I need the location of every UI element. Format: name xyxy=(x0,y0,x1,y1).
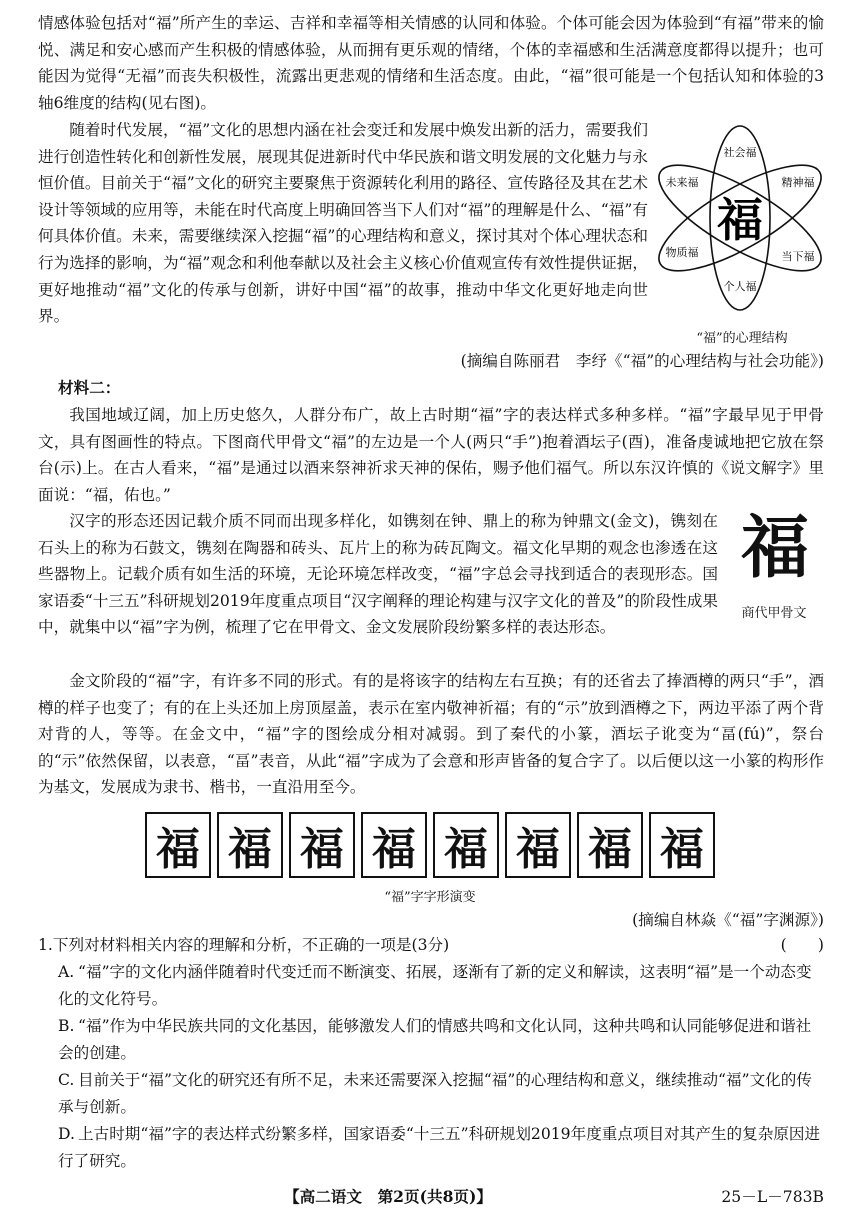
option-b-text: “福”作为中华民族共同的文化基因，能够激发人们的情感共鸣和文化认同，这种共鸣和认同能够促进和谐社会的创建。 xyxy=(58,1017,812,1062)
material-two-label: 材料二： xyxy=(58,378,121,397)
option-c-text: 目前关于“福”文化的研究还有所不足，未来还需要深入挖掘“福”的心理结构和意义，继续推动“福”文化的传承与创新。 xyxy=(58,1071,812,1116)
node-present: 当下福 xyxy=(781,250,815,263)
node-personal: 个人福 xyxy=(723,280,757,293)
fu-structure-diagram xyxy=(652,120,828,316)
glyph-seal: 福 xyxy=(433,812,499,878)
option-a-letter: A. xyxy=(58,963,75,981)
diagram-center: 福 xyxy=(717,193,763,247)
option-b[interactable] xyxy=(58,1013,824,1066)
glyph-regular: 福 xyxy=(577,812,643,878)
material-two-paragraph-3: 金文阶段的“福”字，有许多不同的形式。有的是将该字的结构左右互换；有的还省去了捧酒樽的两只“手”，酒樽的样子也变了；有的在上头还加上房顶屋盖，表示在室内敬神祈福；有的“示”放到酒樽之下，两边平添了两个背对背的人，等等。在金文中，“福”字的图绘成分相对减弱。到了秦代的小篆，酒坛子讹变为“畐(fú)”，祭台的“示”依然保留，以表意，“畐”表音，从此“福”字成为了会意和形声皆备的复合字了。以后便以这一小篆的构形作为基文，发展成为隶书、楷书，一直沿用至今。 xyxy=(38,672,824,797)
evolution-caption: “福”字字形演变 xyxy=(384,890,476,905)
oracle-caption: 商代甲骨文 xyxy=(741,606,807,621)
diagram-caption: “福”的心理结构 xyxy=(696,331,788,346)
material-two-paragraph-2: 汉字的形态还因记载介质不同而出现多样化，如镌刻在钟、鼎上的称为钟鼎文(金文)，镌刻在石头上的称为石鼓文，镌刻在陶器和砖头、瓦片上的称为砖瓦陶文。福文化早期的观念也渗透在这些器物上。记载介质有如生活的环境，无论环境怎样改变，“福”字总会寻找到适合的表现形态。国家语委“十三五”科研规划2019年度重点项目“汉字阐释的理论构建与汉字文化的普及”的阶段性成果中，就集中以“福”字为例，梳理了它在甲骨文、金文发展阶段纷繁多样的表达形态。 xyxy=(38,512,718,637)
glyph-oracle: 福 xyxy=(145,812,211,878)
glyph-bronze-2: 福 xyxy=(289,812,355,878)
question-text: 1.下列对材料相关内容的理解和分析，不正确的一项是(3分) xyxy=(38,936,450,954)
material-two-source: (摘编自林焱《“福”字渊源》) xyxy=(632,911,824,929)
option-b-letter: B. xyxy=(58,1017,75,1035)
page-footer: 【高二语文 第2页(共8页)】 xyxy=(284,1187,492,1206)
option-a[interactable] xyxy=(58,959,824,1012)
exam-code: 25－L－783B xyxy=(721,1188,824,1206)
option-c[interactable] xyxy=(58,1067,824,1120)
node-material: 物质福 xyxy=(665,246,699,259)
option-d-text: 上古时期“福”字的表达样式纷繁多样，国家语委“十三五”科研规划2019年度重点项目对其产生的复杂原因进行了研究。 xyxy=(58,1125,821,1170)
node-social: 社会福 xyxy=(723,146,757,159)
glyph-clerical: 福 xyxy=(505,812,571,878)
option-a-text: “福”字的文化内涵伴随着时代变迁而不断演变、拓展，逐渐有了新的定义和解读，这表明“福”是一个动态变化的文化符号。 xyxy=(58,963,812,1008)
option-d-letter: D. xyxy=(58,1125,75,1143)
intro-paragraph-1: 情感体验包括对“福”所产生的幸运、吉祥和幸福等相关情感的认同和体验。个体可能会因为体验到“有福”带来的愉悦、满足和安心感而产生积极的情感体验，从而拥有更乐观的情绪，个体的幸福感和生活满意度都得以提升；也可能因为觉得“无福”而丧失积极性，流露出更悲观的情绪和生活态度。由此，“福”很可能是一个包括认知和体验的3轴6维度的结构(见右图)。 xyxy=(38,14,824,112)
answer-blank[interactable]: ( ) xyxy=(780,936,824,954)
glyph-evolution-row xyxy=(145,812,715,880)
glyph-modern: 福 xyxy=(649,812,715,878)
intro-source: (摘编自陈丽君 李纾《“福”的心理结构与社会功能》) xyxy=(460,352,824,370)
glyph-bronze-1: 福 xyxy=(217,812,283,878)
option-c-letter: C. xyxy=(58,1071,75,1089)
question-stem xyxy=(38,932,824,959)
option-d[interactable] xyxy=(58,1121,824,1174)
intro-paragraph-2: 随着时代发展，“福”文化的思想内涵在社会变迁和发展中焕发出新的活力，需要我们进行创造性转化和创新性发展，展现其促进新时代中华民族和谐文明发展的文化魅力与永恒价值。目前关于“福”文化的研究主要聚焦于资源转化利用的路径、宣传路径及其在艺术设计等领域的应用等，未能在时代高度上明确回答当下人们对“福”的理解是什么、“福”有何具体价值。未来，需要继续深入挖掘“福”的心理结构和意义，探讨其对个体心理状态和行为选择的影响，为“福”观念和利他奉献以及社会主义核心价值观宣传有效性提供证据，更好地推动“福”文化的传承与创新，讲好中国“福”的故事，推动中华文化更好地走向世界。 xyxy=(38,121,648,326)
glyph-bronze-3: 福 xyxy=(361,812,427,878)
node-future: 未来福 xyxy=(665,176,699,189)
material-two-paragraph-1: 我国地域辽阔，加上历史悠久，人群分布广，故上古时期“福”字的表达样式多种多样。“福”字最早见于甲骨文，具有图画性的特点。下图商代甲骨文“福”的左边是一个人(两只“手”)抱着酒坛子(酉)，准备虔诚地把它放在祭台(示)上。在古人看来，“福”是通过以酒来祭神祈求天神的保佑，赐予他们福气。所以东汉许慎的《说文解字》里面说：“福，佑也。” xyxy=(38,406,824,504)
oracle-bone-glyph: 福 xyxy=(740,508,809,588)
node-spiritual: 精神福 xyxy=(781,176,815,189)
